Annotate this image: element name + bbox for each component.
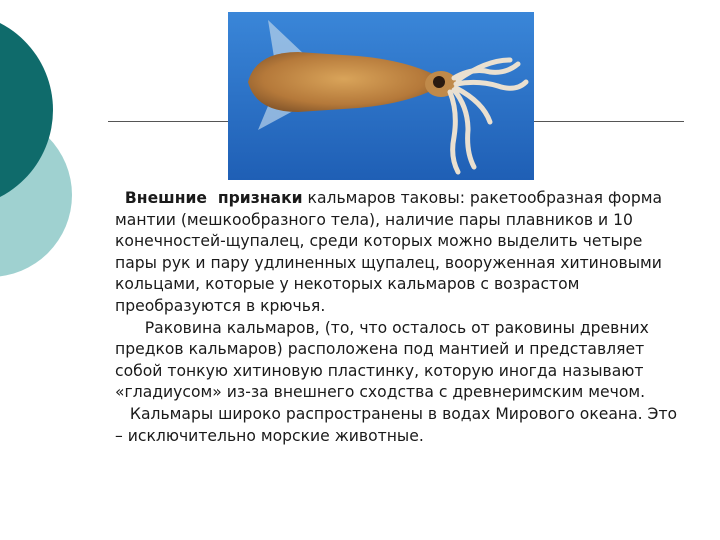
paragraph-3: Кальмары широко распространены в водах Мирового океана. Это – исключительно морские животные.	[115, 404, 683, 445]
body-text	[115, 188, 685, 447]
bold-lead: Внешние признаки	[124, 189, 303, 207]
paragraph-2: Раковина кальмаров, (то, что осталось от раковины древних предков кальмаров) расположена под мантией и представляет собой тонкую хитиновую пластинку, которую иногда называют «гладиусом» из-за внешнего сходства с древнеримским мечом.	[115, 318, 654, 402]
divider-line-right	[534, 121, 684, 122]
divider-line-left	[108, 121, 228, 122]
squid-photo	[228, 12, 534, 180]
decorative-circles	[0, 0, 90, 300]
paragraph-1-rest: кальмаров таковы: ракетообразная форма мантии (мешкообразного тела), наличие пары плавников и 10 конечностей-щупалец, среди которых можно выделить четыре пары рук и пару удлиненных щупалец, вооруженная хитиновыми кольцами, которые у некоторых кальмаров с возрастом преобразуются в крючья.	[115, 189, 668, 315]
paragraph-1	[115, 188, 685, 318]
squid-eye	[433, 76, 445, 88]
